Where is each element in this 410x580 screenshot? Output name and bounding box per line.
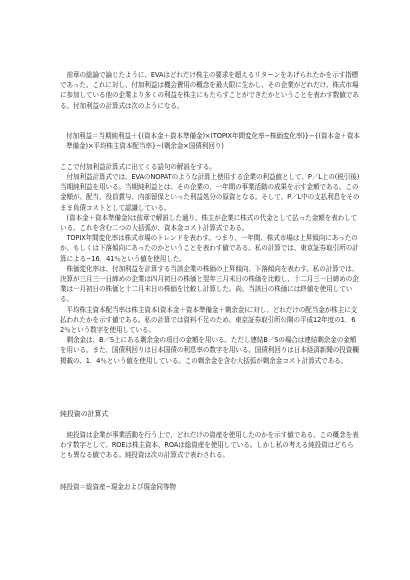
intro-paragraph: 前章の総論で論じたように、EVAはどれだけ株主の要求を超えるリターンをあげられたかを示す指標であった。これに対し、付加利益は機会費用の概念を最大限に生かし、その企業がどれだけ、株式市場に参加している他の企業より多くの利益を株主にもたらすことができたかということを表わす数値である。付加利益の計算式は次のようになる。 — [60, 71, 359, 110]
explanation-intro: ここで付加利益計算式に出てくる語句の解説をする。 — [60, 163, 216, 171]
net-investment-formula: 純投資＝総資産−現金および現金同等物 — [60, 483, 176, 491]
explanation-body: 付加利益計算式では、EVAのNOPATのような計算上使用する企業の利益値として、P／L上の(税引後)当期純利益を用いる。当期純利益とは、その企業の、一年間の事業活動の成果を示す金額である。この金額が、配当、役員賞与、内部留保といった利益処分の原資となる。そして、P／L中の支払利息をそのまま負債コストとして認識している。 (資本金＋資本準備金)は前章で解説した通り、株主が企業に株式の代金として払った金額を表わしている。これを含む二つの大括弧が、資本金コスト計算式である。 TOPIX年間変化率は株式市場のトレンドを表わす。つまり、一年間、株式市場は上昇傾向にあったのか、もしくは下落傾向にあったのかということを表わす値である。私の計算では、東京証券取引所の計算による−16．41％という値を使用した。 株価変化率は、付加利益を計算する当該企業の株価の上昇傾向、下落傾向を表わす。私の計算では、決算が三月三一日締めの企業は四月初日の株価と翌年三月末日の株価を比較し、十二月三一日締めの企業は一月初日の株価と十二月末日の株価を比較し計算した。尚、当該日の株価には終値を使用している。 平均株主資本配当率は株主資本(資本金＋資本準備金＋剰余金)に対し、どれだけの配当金が株主に支払われたかを示す値である。私の計算では資料不足のため、東京証券取引所公開の平成12年度の1．62％という数字を使用している。 剰余金は、B／S上にある剰余金の項目の金額を用いる。ただし連結B／Sの場合は連結剰余金の金額を用いる。また、国債利回りは日本国債の利息率の数字を用いる。国債利回りは日本経済新聞の投資欄掲載の、1．4％という値を使用している。この剰余金を含む大括弧が剰余金コスト計算式である。 — [60, 173, 360, 365]
net-investment-body: 純投資は企業が事業活動を行う上で、どれだけの資産を使用したのかを示す値である。この概念を表わす数字として、ROEは株主資本、ROAは総資産を使用している。しかし私の考える純投資はどちらとも異なる値である。純投資は次の計算式で表わされる。 — [60, 431, 359, 460]
added-profit-formula: 付加利益＝当期純利益＋{(資本金＋資本準備金)×(TOPIX年間変化率−株価変化率)}−{(資本金＋資本準備金)×平均株主資本配当率}−(剰余金×国債利回り) — [66, 132, 360, 151]
net-investment-heading: 純投資の計算式 — [60, 410, 109, 418]
